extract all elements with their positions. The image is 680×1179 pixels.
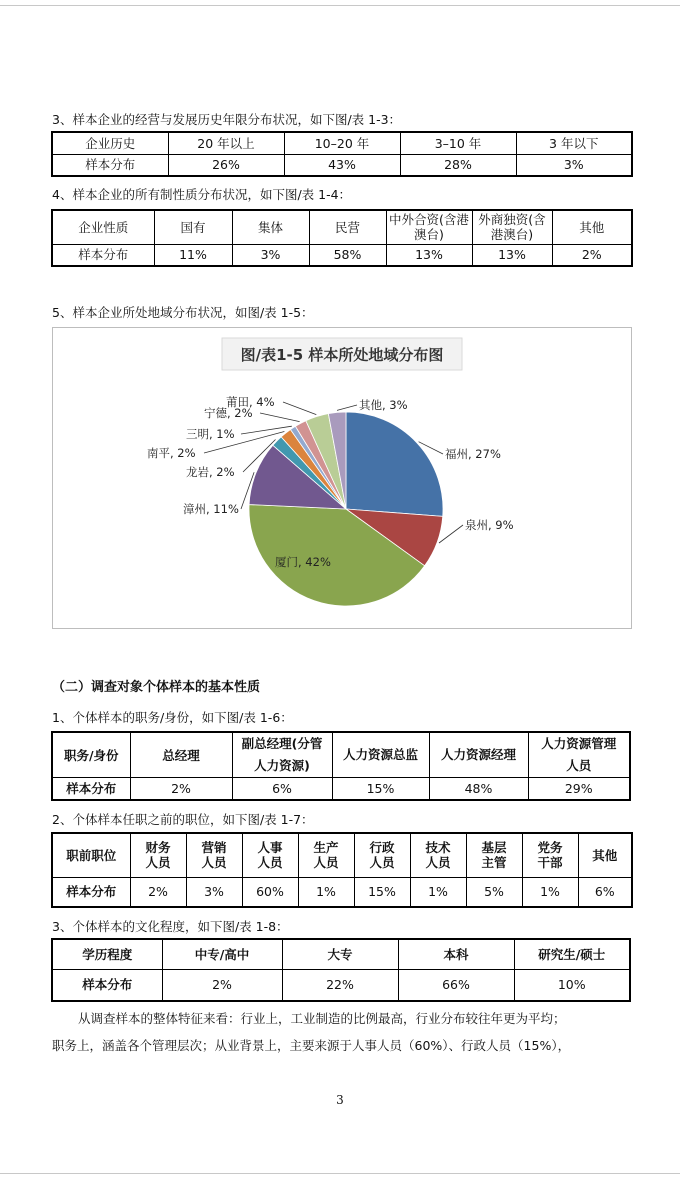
table-1-4: [51, 209, 633, 267]
table-header-cell: 3–10 年: [400, 132, 516, 154]
data-label-三明: 三明, 1%: [186, 427, 235, 441]
table-cell: 2%: [552, 244, 632, 266]
table-cell: 60%: [242, 877, 298, 907]
table-header-cell: 民营: [309, 210, 386, 244]
table-header-cell: 技术人员: [410, 833, 466, 877]
table-1-6: [51, 731, 631, 801]
table-1-8: [51, 938, 631, 1002]
pie-chart: [53, 328, 631, 628]
table-cell: 3%: [232, 244, 309, 266]
body-paragraph: [52, 1005, 630, 1059]
table-cell: 样本分布: [52, 877, 130, 907]
top-rule: [0, 5, 680, 6]
table-cell: 2%: [130, 877, 186, 907]
leader-line-三明: [241, 426, 292, 434]
table-header-cell: 学历程度: [52, 939, 162, 969]
chart-title: 图/表1-5 样本所处地域分布图: [240, 346, 444, 364]
data-label-莆田: 莆田, 4%: [226, 395, 275, 409]
leader-line-其他: [337, 405, 357, 410]
table-cell: 2%: [130, 778, 232, 800]
table-cell: 15%: [332, 778, 429, 800]
table-1-7: [51, 832, 633, 908]
table-header-cell: 副总经理(分管人力资源): [232, 732, 332, 778]
table-header-cell: 职前职位: [52, 833, 130, 877]
table-cell: 48%: [429, 778, 528, 800]
section-heading: （二）调查对象个体样本的基本性质: [52, 680, 261, 695]
table-header-cell: 集体: [232, 210, 309, 244]
pie-slice-福州: [346, 412, 443, 516]
table-cell: 3%: [186, 877, 242, 907]
table-header-cell: 其他: [552, 210, 632, 244]
pie-chart-frame: [52, 327, 632, 629]
table-header-cell: 人事人员: [242, 833, 298, 877]
data-label-南平: 南平, 2%: [147, 446, 196, 460]
page-number: 3: [336, 1093, 344, 1107]
table-1-3: [51, 131, 633, 177]
data-label-其他: 其他, 3%: [359, 398, 408, 412]
table-header-cell: 人力资源总监: [332, 732, 429, 778]
table-header-cell: 20 年以上: [168, 132, 284, 154]
paragraph-1-5: 5、样本企业所处地域分布状况，如图/表 1-5：: [52, 305, 314, 320]
table-cell: 6%: [578, 877, 632, 907]
data-label-龙岩: 龙岩, 2%: [186, 465, 235, 479]
paragraph-1-4: 4、样本企业的所有制性质分布状况，如下图/表 1-4：: [52, 187, 352, 202]
table-header-cell: 10–20 年: [284, 132, 400, 154]
table-header-cell: 大专: [282, 939, 398, 969]
table-cell: 10%: [514, 969, 630, 1001]
data-label-漳州: 漳州, 11%: [183, 502, 239, 516]
data-label-厦门: 厦门, 42%: [275, 555, 331, 569]
leader-line-宁德: [260, 413, 300, 422]
table-header-cell: 外商独资(含港澳台): [472, 210, 552, 244]
table-cell: 22%: [282, 969, 398, 1001]
table-header-cell: 行政人员: [354, 833, 410, 877]
table-cell: 1%: [298, 877, 354, 907]
table-cell: 样本分布: [52, 244, 154, 266]
table-header-cell: 职务/身份: [52, 732, 130, 778]
table-cell: 3%: [516, 154, 632, 176]
table-cell: 66%: [398, 969, 514, 1001]
table-header-cell: 其他: [578, 833, 632, 877]
table-header-cell: 企业历史: [52, 132, 168, 154]
table-cell: 58%: [309, 244, 386, 266]
table-header-cell: 人力资源经理: [429, 732, 528, 778]
table-header-cell: 国有: [154, 210, 232, 244]
table-cell: 43%: [284, 154, 400, 176]
paragraph-1-8: 3、个体样本的文化程度，如下图/表 1-8：: [52, 919, 289, 934]
paragraph-1-3: 3、样本企业的经营与发展历史年限分布状况，如下图/表 1-3：: [52, 112, 402, 127]
leader-line-莆田: [283, 402, 316, 415]
table-cell: 2%: [162, 969, 282, 1001]
bottom-rule: [0, 1173, 680, 1174]
table-header-cell: 3 年以下: [516, 132, 632, 154]
table-header-cell: 中外合资(含港澳台): [386, 210, 472, 244]
table-cell: 13%: [386, 244, 472, 266]
table-cell: 11%: [154, 244, 232, 266]
table-cell: 样本分布: [52, 969, 162, 1001]
table-header-cell: 企业性质: [52, 210, 154, 244]
table-cell: 28%: [400, 154, 516, 176]
table-cell: 1%: [410, 877, 466, 907]
table-cell: 5%: [466, 877, 522, 907]
table-header-cell: 研究生/硕士: [514, 939, 630, 969]
leader-line-泉州: [439, 525, 463, 543]
table-cell: 样本分布: [52, 778, 130, 800]
paragraph-1-6: 1、个体样本的职务/身份，如下图/表 1-6：: [52, 710, 293, 725]
table-header-cell: 本科: [398, 939, 514, 969]
body-line: 职务上，涵盖各个管理层次；从业背景上，主要来源于人事人员（60%）、行政人员（15%），: [52, 1038, 571, 1053]
data-label-福州: 福州, 27%: [445, 447, 501, 461]
table-header-cell: 总经理: [130, 732, 232, 778]
table-cell: 29%: [528, 778, 630, 800]
table-header-cell: 营销人员: [186, 833, 242, 877]
table-header-cell: 党务干部: [522, 833, 578, 877]
data-label-泉州: 泉州, 9%: [465, 518, 514, 532]
table-header-cell: 人力资源管理人员: [528, 732, 630, 778]
body-line: 从调查样本的整体特征来看：行业上，工业制造的比例最高，行业分布较往年更为平均；: [78, 1011, 566, 1026]
table-cell: 6%: [232, 778, 332, 800]
data-label-宁德: 宁德, 2%: [204, 406, 253, 420]
table-header-cell: 中专/高中: [162, 939, 282, 969]
table-cell: 13%: [472, 244, 552, 266]
table-cell: 15%: [354, 877, 410, 907]
table-header-cell: 基层主管: [466, 833, 522, 877]
paragraph-1-7: 2、个体样本任职之前的职位，如下图/表 1-7：: [52, 812, 314, 827]
table-cell: 1%: [522, 877, 578, 907]
table-header-cell: 生产人员: [298, 833, 354, 877]
table-cell: 样本分布: [52, 154, 168, 176]
table-header-cell: 财务人员: [130, 833, 186, 877]
table-cell: 26%: [168, 154, 284, 176]
